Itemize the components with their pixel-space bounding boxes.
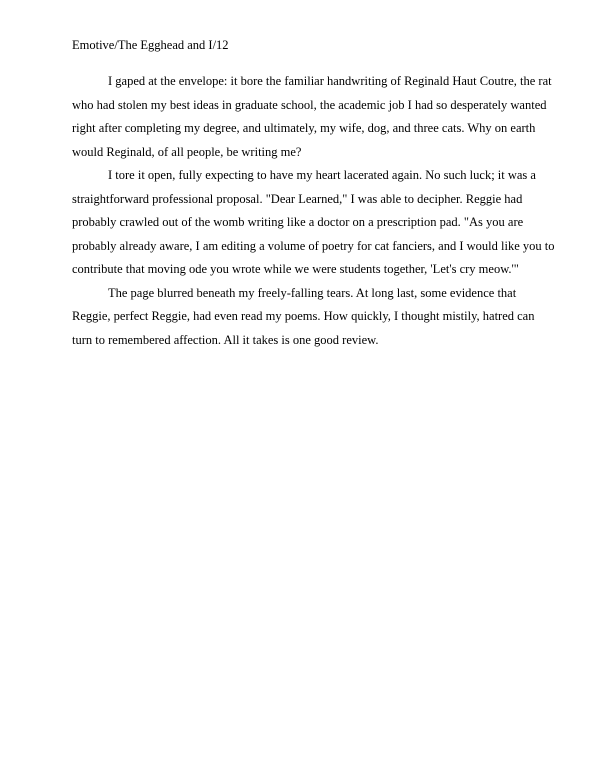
paragraph-1 — [72, 70, 552, 164]
paragraph-line: probably already aware, I am editing a volume of poetry for cat fanciers, and I would like you to — [72, 238, 555, 253]
paragraph-line: would Reginald, of all people, be writing me? — [72, 144, 302, 159]
paragraph-line: straightforward professional proposal. "Dear Learned," I was able to decipher. Reggie had — [72, 191, 523, 206]
paragraph-line: I gaped at the envelope: it bore the familiar handwriting of Reginald Haut Coutre, the rat — [108, 74, 552, 88]
paragraph-line: right after completing my degree, and ultimately, my wife, dog, and three cats. Why on earth — [72, 121, 536, 135]
paragraph-3 — [72, 282, 535, 353]
body-text — [72, 70, 555, 352]
running-head: Emotive/The Egghead and I/12 — [72, 38, 229, 52]
paragraph-line: Reggie, perfect Reggie, had even read my poems. How quickly, I thought mistily, hatred can — [72, 309, 535, 323]
paragraph-line: The page blurred beneath my freely-falling tears. At long last, some evidence that — [108, 285, 517, 300]
paragraph-line: turn to remembered affection. All it takes is one good review. — [72, 332, 379, 347]
paragraph-line: contribute that moving ode you wrote while we were students together, 'Let's cry meow.'" — [72, 262, 519, 276]
paragraph-line: I tore it open, fully expecting to have my heart lacerated again. No such luck; it was a — [108, 168, 536, 182]
paragraph-line: who had stolen my best ideas in graduate school, the academic job I had so desperately wanted — [72, 97, 547, 112]
paragraph-2 — [72, 164, 555, 282]
paragraph-line: probably crawled out of the womb writing like a doctor on a prescription pad. "As you are — [72, 215, 524, 229]
